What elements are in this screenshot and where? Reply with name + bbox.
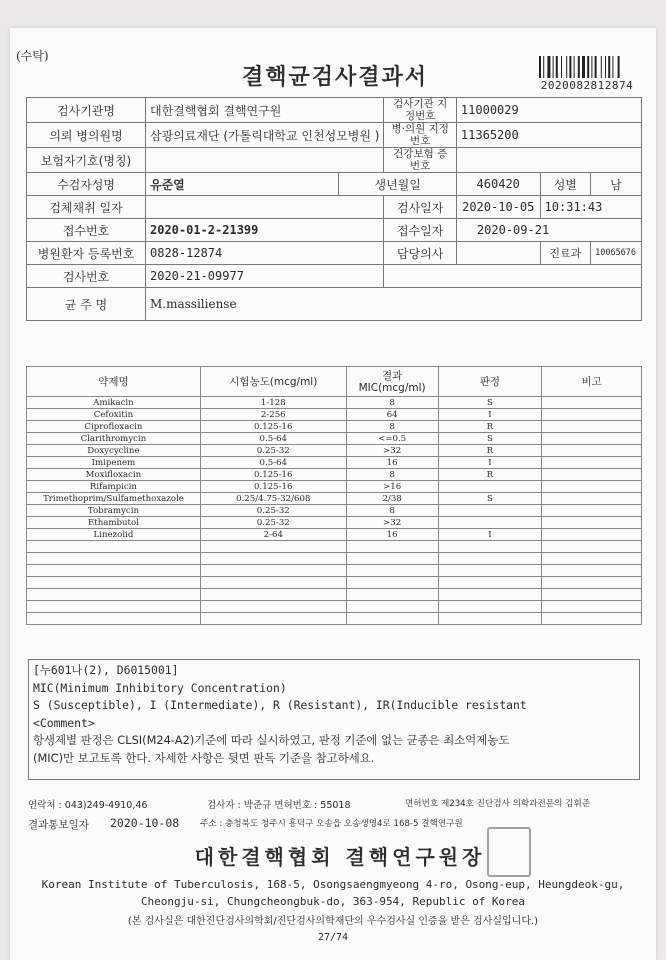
cell-remark	[542, 433, 642, 445]
table-row	[27, 541, 642, 553]
judgement-legend: S (Susceptible), I (Intermediate), R (Resistant), IR(Inducible resistant	[33, 698, 527, 712]
cell-judge	[438, 553, 542, 565]
cell-remark	[542, 397, 642, 409]
license: 면허번호 제234호 진단검사 의학과전문의 김휘준	[405, 799, 591, 809]
report-date-label: 결과통보일자	[28, 819, 89, 831]
cell-range	[200, 601, 346, 613]
col-range: 시험농도(mcg/ml)	[200, 367, 346, 397]
hospital-code-label: 병·의원 지정번호	[384, 123, 456, 148]
organism-name: M.massiliense	[146, 288, 642, 321]
cell-judge: I	[438, 529, 542, 541]
notes-code: [누601나(2), D6015001]	[33, 663, 179, 677]
cell-mic: 16	[346, 529, 438, 541]
cell-drug: Rifampicin	[27, 481, 201, 493]
reg-no: 0828-12874	[146, 242, 384, 265]
inst-name: 대한결핵협회 결핵연구원	[146, 98, 384, 123]
cell-drug	[27, 577, 201, 589]
cell-range: 2-256	[200, 409, 346, 421]
cell-judge	[438, 565, 542, 577]
table-row	[27, 397, 642, 409]
address-en-line-2: Cheongju-si, Chungcheongbuk-do, 363-954, Republic of Korea	[140, 895, 526, 908]
table-row	[27, 505, 642, 517]
dob-value: 460420	[456, 173, 540, 196]
organism-label: 균 주 명	[27, 288, 146, 321]
cell-mic: >16	[346, 481, 438, 493]
accession-number: 2020-01-2-21399	[146, 219, 384, 242]
cell-remark	[542, 493, 642, 505]
health-ins-value	[456, 148, 641, 173]
cell-remark	[542, 445, 642, 457]
collect-date-label: 검체채취 일자	[27, 196, 146, 219]
cell-drug	[27, 601, 201, 613]
doctor-value	[456, 242, 540, 265]
inst-name-label: 검사기관명	[27, 98, 146, 123]
cell-mic: 8	[346, 505, 438, 517]
cell-mic: 64	[346, 409, 438, 421]
barcode-icon	[539, 56, 635, 78]
table-row	[27, 469, 642, 481]
cell-remark	[542, 457, 642, 469]
cell-mic: >32	[346, 517, 438, 529]
cell-drug: Amikacin	[27, 397, 201, 409]
document-title: 결핵균검사결과서	[241, 65, 429, 90]
cell-range: 0.25-32	[200, 517, 346, 529]
cell-remark	[542, 589, 642, 601]
accession-date: 2020-09-21	[456, 219, 641, 242]
cell-judge	[438, 505, 542, 517]
table-row	[27, 517, 642, 529]
cell-remark	[542, 601, 642, 613]
accession-date-label: 접수일자	[384, 219, 456, 242]
cell-drug	[27, 613, 201, 625]
cell-drug: Ethambutol	[27, 517, 201, 529]
table-row	[27, 577, 642, 589]
cell-range: 2-64	[200, 529, 346, 541]
cell-range: 0.5-64	[200, 457, 346, 469]
table-row	[27, 589, 642, 601]
doctor-label: 담당의사	[384, 242, 456, 265]
cell-range	[200, 613, 346, 625]
col-remarks: 비고	[542, 367, 642, 397]
test-no-blank	[384, 265, 642, 288]
cell-range: 1-128	[200, 397, 346, 409]
patient-name-label: 수검자성명	[27, 173, 146, 196]
cell-remark	[542, 565, 642, 577]
address-ko: 주소 : 충청북도 청주시 흥덕구 오송읍 오송생명4로 168-5 결핵연구원	[200, 819, 463, 829]
cell-drug	[27, 553, 201, 565]
test-no: 2020-21-09977	[146, 265, 384, 288]
test-no-label: 검사번호	[27, 265, 146, 288]
accession-label: 접수번호	[27, 219, 146, 242]
cell-drug: Cefoxitin	[27, 409, 201, 421]
cell-range: 0.25-32	[200, 445, 346, 457]
table-row	[27, 445, 642, 457]
collect-date	[146, 196, 384, 219]
sex-value: 남	[591, 173, 642, 196]
cell-range	[200, 541, 346, 553]
comment-line-1: 항생제별 판정은 CLSI(M24-A2)기준에 따라 실시하였고, 판정 기준에 없는 균종은 최소억제농도	[33, 733, 510, 747]
cell-range	[200, 553, 346, 565]
barcode-number: 2020082812874	[540, 79, 634, 92]
table-row	[27, 601, 642, 613]
cell-judge: S	[438, 397, 542, 409]
examiner: 검사자 : 박준규 면허번호 : 55018	[207, 800, 351, 811]
col-drug: 약제명	[27, 367, 201, 397]
table-row	[27, 481, 642, 493]
cell-judge	[438, 577, 542, 589]
cell-range: 0.125-16	[200, 469, 346, 481]
comment-label: <Comment>	[33, 715, 95, 730]
cell-remark	[542, 529, 642, 541]
cell-drug: Clarithromycin	[27, 433, 201, 445]
cell-judge	[438, 613, 542, 625]
cell-judge: S	[438, 493, 542, 505]
cell-mic	[346, 577, 438, 589]
cell-range: 0.5-64	[200, 433, 346, 445]
cell-mic: >32	[346, 445, 438, 457]
inst-code: 11000029	[456, 98, 641, 123]
notes-box	[28, 659, 640, 780]
health-ins-label: 건강보험 증번호	[384, 148, 456, 173]
address-en-line-1: Korean Institute of Tuberculosis, 168-5, Osongsaengmyeong 4-ro, Osong-eup, Heungdeok-gu,	[41, 878, 625, 891]
cell-drug: Trimethoprim/Sulfamethoxazole	[27, 493, 201, 505]
cell-remark	[542, 541, 642, 553]
cell-drug	[27, 589, 201, 601]
cell-judge	[438, 589, 542, 601]
insured-label: 보험자기호(명칭)	[27, 148, 146, 173]
certification-note: (본 검사실은 대한진단검사의학회/진단검사의학재단의 우수검사실 인증을 받은 검사실입니다.)	[127, 916, 539, 927]
cell-judge: I	[438, 409, 542, 421]
cell-judge: S	[438, 433, 542, 445]
cell-range	[200, 577, 346, 589]
cell-range: 0.25-32	[200, 505, 346, 517]
receipt-label: (수탁)	[16, 49, 49, 63]
table-row	[27, 565, 642, 577]
cell-mic: 8	[346, 397, 438, 409]
table-row	[27, 409, 642, 421]
cell-remark	[542, 469, 642, 481]
cell-range: 0.125-16	[200, 481, 346, 493]
table-row	[27, 613, 642, 625]
contact: 연락처 : 043)249-4910,46	[28, 800, 148, 811]
cell-remark	[542, 577, 642, 589]
col-mic	[346, 367, 438, 397]
cell-drug: Doxycycline	[27, 445, 201, 457]
col-mic-unit: MIC(mcg/ml)	[358, 381, 426, 394]
cell-mic	[346, 613, 438, 625]
cell-mic	[346, 553, 438, 565]
cell-drug: Ciprofloxacin	[27, 421, 201, 433]
cell-drug: Linezolid	[27, 529, 201, 541]
cell-judge	[438, 541, 542, 553]
table-row	[27, 553, 642, 565]
dept-value: 10065676	[591, 242, 642, 265]
cell-judge: R	[438, 421, 542, 433]
table-row	[27, 433, 642, 445]
organization-name: 대한결핵협회 결핵연구원장	[194, 845, 486, 869]
hospital-label: 의뢰 병의원명	[27, 123, 146, 148]
cell-range: 0.125-16	[200, 421, 346, 433]
cell-remark	[542, 553, 642, 565]
cell-mic: <=0.5	[346, 433, 438, 445]
cell-remark	[542, 421, 642, 433]
table-row	[27, 421, 642, 433]
official-seal-icon	[487, 827, 531, 877]
cell-judge	[438, 517, 542, 529]
cell-mic: 2/38	[346, 493, 438, 505]
dept-label: 진료과	[540, 242, 591, 265]
col-mic-result: 결과	[381, 369, 403, 382]
report-date: 2020-10-08	[110, 816, 180, 830]
cell-mic: 16	[346, 457, 438, 469]
table-row	[27, 493, 642, 505]
cell-mic	[346, 565, 438, 577]
cell-range	[200, 565, 346, 577]
page-number: 27/74	[317, 932, 349, 943]
drug-table-body	[27, 397, 642, 625]
patient-name: 유준열	[146, 173, 339, 196]
cell-mic: 8	[346, 421, 438, 433]
cell-range	[200, 589, 346, 601]
dob-label: 생년월일	[339, 173, 457, 196]
cell-remark	[542, 505, 642, 517]
insured-value	[146, 148, 384, 173]
hospital-code: 11365200	[456, 123, 641, 148]
cell-remark	[542, 409, 642, 421]
comment-line-2: (MIC)만 보고토록 한다. 자세한 사항은 뒷면 판독 기준을 참고하세요.	[33, 750, 375, 765]
test-time: 10:31:43	[540, 196, 641, 219]
cell-remark	[542, 481, 642, 493]
cell-judge: I	[438, 457, 542, 469]
cell-drug: Imipenem	[27, 457, 201, 469]
test-date: 2020-10-05	[456, 196, 540, 219]
table-row	[27, 457, 642, 469]
reg-no-label: 병원환자 등록번호	[27, 242, 146, 265]
cell-judge	[438, 481, 542, 493]
cell-judge	[438, 601, 542, 613]
hospital-name: 삼광의료재단 (가톨릭대학교 인천성모병원 )	[146, 123, 384, 148]
inst-code-label: 검사기관 지정번호	[384, 98, 456, 123]
mic-definition: MIC(Minimum Inhibitory Concentration)	[33, 680, 287, 695]
table-row	[27, 529, 642, 541]
cell-mic	[346, 541, 438, 553]
cell-drug	[27, 541, 201, 553]
drug-results-table	[26, 366, 642, 625]
cell-judge: R	[438, 445, 542, 457]
cell-remark	[542, 517, 642, 529]
cell-drug: Moxifloxacin	[27, 469, 201, 481]
cell-remark	[542, 613, 642, 625]
col-judge: 판정	[438, 367, 542, 397]
test-date-label: 검사일자	[384, 196, 456, 219]
cell-drug	[27, 565, 201, 577]
cell-mic	[346, 601, 438, 613]
cell-mic: 8	[346, 469, 438, 481]
patient-info-table	[26, 97, 642, 321]
cell-range: 0.25/4.75-32/608	[200, 493, 346, 505]
cell-mic	[346, 589, 438, 601]
cell-drug: Tobramycin	[27, 505, 201, 517]
sex-label: 성별	[540, 173, 591, 196]
cell-judge: R	[438, 469, 542, 481]
